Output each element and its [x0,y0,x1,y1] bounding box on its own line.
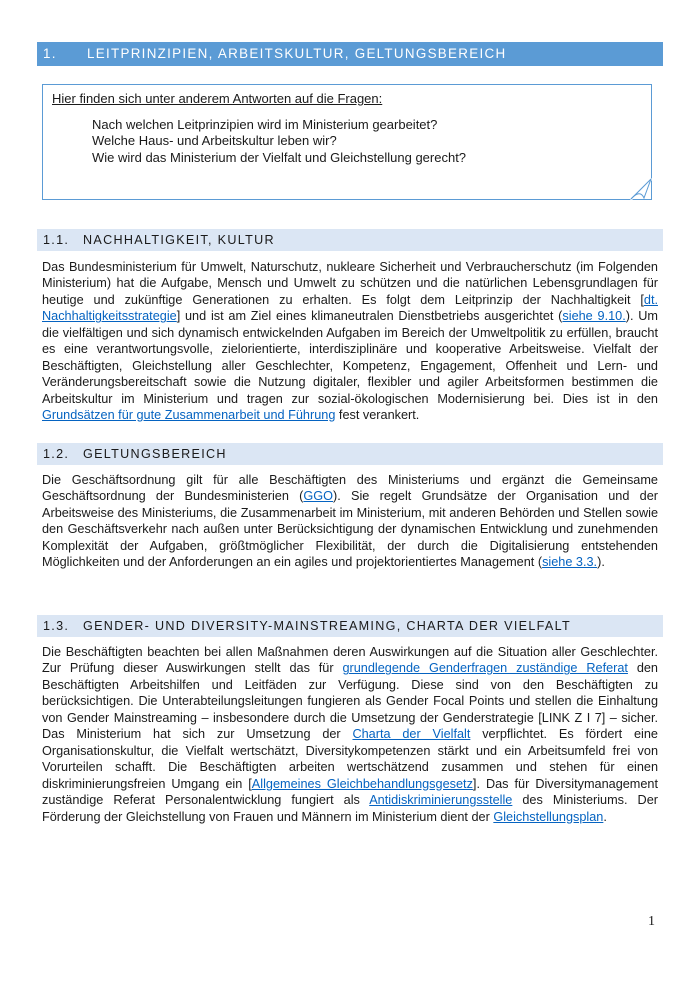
section-number: 1. [43,46,57,61]
paragraph-sustainability: Das Bundesministerium für Umwelt, Naturschutz, nukleare Sicherheit und Verbraucherschutz (im Folgenden Ministerium) hat die Aufgabe, Mensch und Umwelt zu schützen und die natürlichen Lebensgrundlagen für heutige und zukünftige Generationen zu erhalten. Es folgt dem Leitprinzip der Nachhaltigkeit [dt. Nachhaltigkeitsstrategie] und ist am Ziel eines klimaneutralen Dienstbetriebs ausgerichtet (siehe 9.10.). Um die vielfältigen und sich dynamisch entwickelnden Aufgaben im Bereich der Umweltpolitik zu erfüllen, braucht es eine verantwortungsvolle, zielorientierte, interdisziplinäre und kooperative Arbeitsweise. Vielfalt der Beschäftigten, Gleichstellung aller Geschlechter, Kompetenz, Engagement, Offenheit und Lern- und Veränderungsbereitschaft sowie die Nutzung digitaler, flexibler und agiler Arbeitsformen bestimmen die Arbeitskultur im Ministerium und tragen zur sozial-ökologischen Modernisierung bei. Dies ist in den Grundsätzen für gute Zusammenarbeit und Führung fest verankert. [42,260,658,423]
link-section-3-3[interactable]: siehe 3.3. [542,555,598,570]
link-antidiskriminierungsstelle[interactable]: Antidiskriminierungsstelle [369,793,513,808]
page-number: 1 [648,914,655,929]
section-heading-1-2 [37,443,663,465]
link-ggo[interactable]: GGO [303,489,333,504]
link-genderfragen-referat[interactable]: grundlegende Genderfragen zuständige Referat [342,661,628,676]
note-question: Wie wird das Ministerium der Vielfalt und Gleichstellung gerecht? [92,150,467,165]
note-question: Welche Haus- und Arbeitskultur leben wir? [92,133,337,148]
section-heading-1 [37,42,663,66]
note-heading: Hier finden sich unter anderem Antworten auf die Fragen: [52,91,383,106]
section-title: NACHHALTIGKEIT, KULTUR [83,233,275,247]
paragraph-scope: Die Geschäftsordnung gilt für alle Beschäftigten des Ministeriums und ergänzt die Gemeinsame Geschäftsordnung der Bundesministerien (GGO). Sie regelt Grundsätze der Organisation und der Arbeitsweise des Ministeriums, die Zusammenarbeit im Ministerium, mit anderen Behörden und Stellen sowie den Geschäftsverkehr nach außen unter Berücksichtigung der dynamischen Entwicklung und zunehmenden Komplexität der Aufgaben, größtmöglicher Flexibilität, der durch die Digitalisierung entstehenden Möglichkeiten und der Anforderungen an ein agiles und projektorientiertes Management (siehe 3.3.). [42,473,658,570]
link-section-9-10[interactable]: siehe 9.10. [562,309,626,324]
link-grundsaetze-zusammenarbeit[interactable]: Grundsätzen für gute Zusammenarbeit und Führung [42,408,336,423]
page-curl-icon [630,178,652,200]
note-question: Nach welchen Leitprinzipien wird im Ministerium gearbeitet? [92,117,438,132]
section-title: LEITPRINZIPIEN, ARBEITSKULTUR, GELTUNGSBEREICH [87,46,507,61]
section-heading-1-3 [37,615,663,637]
link-nachhaltigkeitsstrategie[interactable]: dt. Nachhaltigkeitsstrategie [42,292,658,324]
section-number: 1.1. [43,233,70,247]
link-gleichstellungsplan[interactable]: Gleichstellungsplan [493,809,604,824]
paragraph-diversity: Die Beschäftigten beachten bei allen Maßnahmen deren Auswirkungen auf die Situation aller Geschlechter. Zur Prüfung dieser Auswirkungen stellt das für grundlegende Genderfragen zuständige Referat den Beschäftigten Arbeitshilfen und Leitfäden zur Verfügung. Diese sind von den Beschäftigten zu berücksichtigen. Die Unterabteilungsleitungen fungieren als Gender Focal Points und stellen die Einhaltung von Gender Mainstreaming – insbesondere durch die Umsetzung der Genderstrategie [LINK Z I 7] – sicher. Das Ministerium hat sich zur Umsetzung der Charta der Vielfalt verpflichtet. Es fördert eine Organisationskultur, die Vielfalt wertschätzt, Diversitykompetenzen stärkt und ein Arbeitsumfeld frei von Vorurteilen schafft. Die Beschäftigten arbeiten wertschätzend zusammen und stehen für einen diskriminierungsfreien Umgang ein [Allgemeines Gleichbehandlungsgesetz]. Das für Diversitymanagement zuständige Referat Personalentwicklung fungiert als Antidiskriminierungsstelle des Ministeriums. Der Förderung der Gleichstellung von Frauen und Männern im Ministerium dient der Gleichstellungsplan. [42,645,659,824]
section-title: GENDER- UND DIVERSITY-MAINSTREAMING, CHARTA DER VIELFALT [83,619,571,633]
section-title: GELTUNGSBEREICH [83,447,227,461]
link-charta-der-vielfalt[interactable]: Charta der Vielfalt [352,727,471,742]
link-agg[interactable]: Allgemeines Gleichbehandlungsgesetz [251,776,473,791]
section-number: 1.3. [43,619,70,633]
note-box [42,84,652,200]
section-number: 1.2. [43,447,70,461]
section-heading-1-1 [37,229,663,251]
